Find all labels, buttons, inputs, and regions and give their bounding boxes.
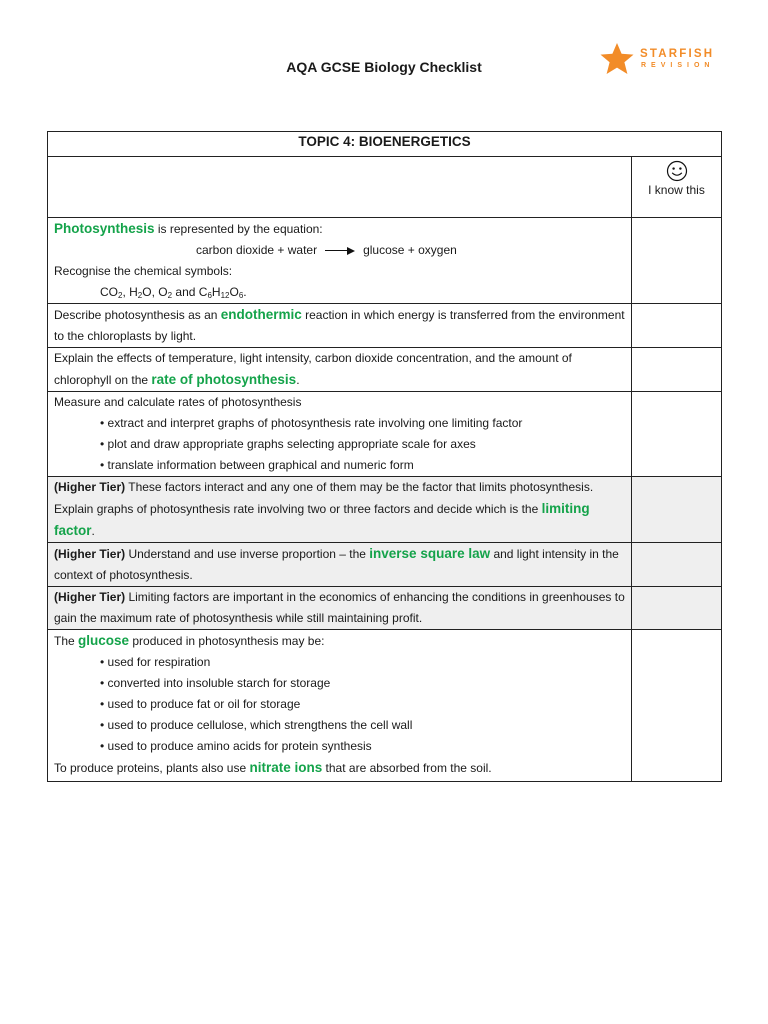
keyword: Photosynthesis [54, 221, 155, 236]
symbols-intro: Recognise the chemical symbols: [54, 264, 233, 278]
higher-tier-label: (Higher Tier) [54, 480, 126, 494]
row-text: The [54, 634, 79, 648]
formula-separator: , [122, 285, 130, 299]
row-content [48, 304, 632, 348]
know-header-cell [632, 157, 722, 218]
higher-tier-label: (Higher Tier) [54, 590, 126, 604]
formula-part: O [229, 285, 239, 299]
formula-part: O [142, 285, 152, 299]
arrow-icon [325, 247, 355, 255]
row-content [48, 477, 632, 543]
know-checkbox-cell[interactable] [632, 630, 722, 782]
formula-subscript: 2 [167, 291, 173, 300]
bullet-item: • used for respiration [100, 655, 211, 669]
row-text: To produce proteins, plants also use [54, 761, 250, 775]
row-content [48, 218, 632, 304]
logo-text-revision: REVISION [641, 62, 715, 69]
checklist-row-rate-of-photosynthesis [48, 348, 722, 392]
row-text: . [91, 524, 95, 538]
know-label: I know this [648, 183, 705, 197]
checklist-row-endothermic [48, 304, 722, 348]
checklist-row-limiting-factor [48, 477, 722, 543]
bullet-item: • plot and draw appropriate graphs selecting appropriate scale for axes [100, 437, 476, 451]
row-text: These factors interact and any one of them may be the factor that limits photosynthesis. Explain graphs of photosynthesis rate involving two or three factors and decide which is the [54, 480, 594, 516]
bullet-item: • used to produce fat or oil for storage [100, 697, 301, 711]
keyword: limiting factor [54, 501, 590, 538]
know-checkbox-cell[interactable] [632, 218, 722, 304]
header-blank-cell [48, 157, 632, 218]
bullet-item: • extract and interpret graphs of photosynthesis rate involving one limiting factor [100, 416, 523, 430]
row-text: that are absorbed from the soil. [322, 761, 492, 775]
know-checkbox-cell[interactable] [632, 392, 722, 477]
formula-subscript: 2 [118, 291, 123, 300]
topic-title: TOPIC 4: BIOENERGETICS [48, 132, 722, 157]
bullet-item: • translate information between graphical and numeric form [100, 458, 414, 472]
bullet-item: • used to produce amino acids for protein synthesis [100, 739, 372, 753]
chemical-symbols [54, 282, 625, 303]
column-header-row [48, 157, 722, 218]
row-content [48, 348, 632, 392]
row-text: is represented by the equation: [154, 222, 323, 236]
formula-separator: , [151, 285, 159, 299]
row-text: reaction in which energy is transferred from the environment to the chloroplasts by light. [54, 308, 625, 343]
bullet-item: • converted into insoluble starch for storage [100, 676, 331, 690]
checklist-row-photosynthesis [48, 218, 722, 304]
row-content [48, 392, 632, 477]
formula-part: C [198, 285, 208, 299]
formula-separator: and [172, 285, 199, 299]
row-text: Understand and use inverse proportion – the [125, 547, 370, 561]
row-text: produced in photosynthesis may be: [129, 634, 325, 648]
row-text: Describe photosynthesis as an [54, 308, 221, 322]
know-checkbox-cell[interactable] [632, 477, 722, 543]
row-content [48, 543, 632, 587]
know-checkbox-cell[interactable] [632, 304, 722, 348]
checklist-row-glucose-uses [48, 630, 722, 782]
formula-part: H [211, 285, 221, 299]
know-checkbox-cell[interactable] [632, 543, 722, 587]
smiley-icon [666, 160, 688, 182]
bullet-item: • used to produce cellulose, which strengthens the cell wall [100, 718, 413, 732]
formula-part: CO [100, 285, 118, 299]
row-text: . [296, 373, 300, 387]
row-text: and light intensity in the context of photosynthesis. [54, 547, 619, 582]
equation-products: glucose + oxygen [363, 243, 457, 257]
know-checkbox-cell[interactable] [632, 348, 722, 392]
row-text: Explain the effects of temperature, light intensity, carbon dioxide concentration, and the amount of chlorophyll on the [54, 351, 572, 387]
checklist-table [47, 131, 722, 782]
higher-tier-label: (Higher Tier) [54, 547, 126, 561]
checklist-row-inverse-square-law [48, 543, 722, 587]
starfish-icon [599, 42, 635, 76]
formula-subscript: 6 [238, 291, 244, 300]
formula-separator: . [243, 285, 247, 299]
formula-subscript: 2 [137, 291, 143, 300]
document-title: AQA GCSE Biology Checklist [286, 59, 482, 75]
keyword: inverse square law [369, 546, 491, 561]
formula-part: O [158, 285, 168, 299]
formula-subscript: 12 [220, 291, 230, 300]
word-equation [54, 240, 625, 261]
logo-text-starfish: STARFISH [640, 48, 715, 60]
row-content [48, 587, 632, 630]
know-checkbox-cell[interactable] [632, 587, 722, 630]
equation-reactants: carbon dioxide + water [196, 243, 318, 257]
checklist-row-greenhouse-economics [48, 587, 722, 630]
formula-part: H [129, 285, 138, 299]
row-text: Limiting factors are important in the economics of enhancing the conditions in greenhouses to gain the maximum rate of photosynthesis while still maintaining profit. [54, 590, 625, 625]
row-content [48, 630, 632, 782]
checklist-row-measure-rates [48, 392, 722, 477]
row-intro: Measure and calculate rates of photosynthesis [54, 395, 302, 409]
keyword: nitrate ions [249, 760, 323, 775]
keyword: glucose [78, 633, 130, 648]
keyword: rate of photosynthesis [151, 372, 297, 387]
formula-subscript: 6 [207, 291, 212, 300]
starfish-revision-logo [599, 42, 729, 76]
topic-header-row [48, 132, 722, 157]
keyword: endothermic [220, 307, 302, 322]
